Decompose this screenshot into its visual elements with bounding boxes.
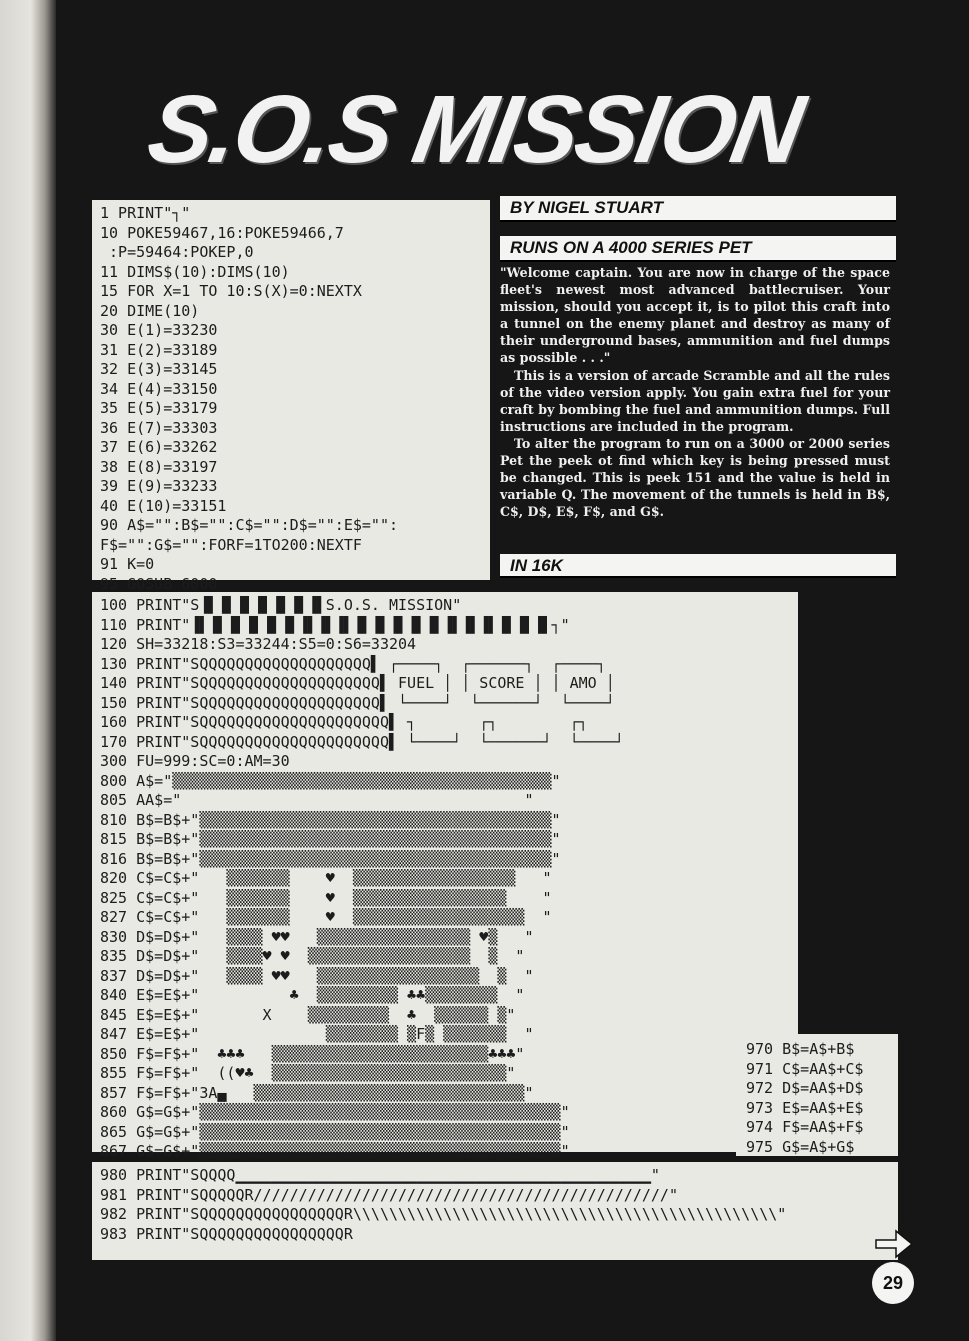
code-line: 860 G$=G$+"▒▒▒▒▒▒▒▒▒▒▒▒▒▒▒▒▒▒▒▒▒▒▒▒▒▒▒▒▒▒▒▒▒▒▒▒▒▒▒▒" (100, 1103, 570, 1121)
code-line: 120 SH=33218:S3=33244:S5=0:S6=33204 (100, 635, 417, 653)
code-line: 835 D$=D$+" ▒▒▒▒♥ ♥ ▒▒▒▒▒▒▒▒▒▒▒▒▒▒▒▒▒▒ ▒ " (100, 947, 525, 965)
code-line: 160 PRINT"SQQQQQQQQQQQQQQQQQQQQQ▌ ┐ ┌┐ ┌┐ (100, 713, 588, 731)
page-number: 29 (872, 1262, 914, 1304)
code-line: 10 POKE59467,16:POKE59466,7 (100, 223, 344, 242)
code-line: 30 E(1)=33230 (100, 321, 218, 339)
listing-panel-top (92, 200, 490, 593)
code-line: 971 C$=AA$+C$ (746, 1059, 864, 1078)
code-line: :P=59464:POKEP,0 (100, 243, 254, 261)
platform-bar: RUNS ON A 4000 SERIES PET (500, 236, 896, 262)
code-line: 110 PRINT"▐▌▐▌▐▌▐▌▐▌▐▌▐▌▐▌▐▌▐▌▐▌▐▌▐▌▐▌▐▌▐▌▐▌▐▌▐▌▐▌┐" (100, 615, 570, 634)
code-line: 37 E(6)=33262 (100, 438, 218, 456)
code-line: 867 G$=G$+"▒▒▒▒▒▒▒▒▒▒▒▒▒▒▒▒▒▒▒▒▒▒▒▒▒▒▒▒▒▒▒▒▒▒▒▒▒▒▒▒" (100, 1142, 570, 1160)
code-line: 800 A$="▒▒▒▒▒▒▒▒▒▒▒▒▒▒▒▒▒▒▒▒▒▒▒▒▒▒▒▒▒▒▒▒▒▒▒▒▒▒▒▒▒▒" (100, 771, 561, 790)
code-line: 35 E(5)=33179 (100, 399, 218, 417)
code-line: 840 E$=E$+" ♣ ▒▒▒▒▒▒▒▒▒ ♣♣▒▒▒▒▒▒▒▒ " (100, 986, 525, 1004)
code-line: 15 FOR X=1 TO 10:S(X)=0:NEXTX (100, 282, 362, 300)
code-line: 810 B$=B$+"▒▒▒▒▒▒▒▒▒▒▒▒▒▒▒▒▒▒▒▒▒▒▒▒▒▒▒▒▒▒▒▒▒▒▒▒▒▒▒" (100, 810, 561, 829)
code-line: 857 F$=F$+"3A▄ ▒▒▒▒▒▒▒▒▒▒▒▒▒▒▒▒▒▒▒▒▒▒▒▒▒▒▒▒▒▒" (100, 1083, 534, 1102)
code-line: 32 E(3)=33145 (100, 360, 218, 378)
code-line: F$="":G$="":FORF=1TO200:NEXTF (100, 535, 362, 554)
code-listing-bottom (92, 1162, 898, 1248)
code-line: 830 D$=D$+" ▒▒▒▒ ♥♥ ▒▒▒▒▒▒▒▒▒▒▒▒▒▒▒▒▒ ♥▒ " (100, 927, 534, 946)
code-line: 983 PRINT"SQQQQQQQQQQQQQQQQR (100, 1224, 353, 1243)
intro-text (500, 264, 890, 552)
code-line: 300 FU=999:SC=0:AM=30 (100, 752, 290, 770)
code-line: 980 PRINT"SQQQQ▁▁▁▁▁▁▁▁▁▁▁▁▁▁▁▁▁▁▁▁▁▁▁▁▁▁▁▁▁▁▁▁▁▁▁▁▁▁▁▁▁▁▁▁▁▁" (100, 1166, 660, 1184)
code-line: 31 E(2)=33189 (100, 340, 218, 359)
code-line: 95 GOSUB 6000 (100, 574, 218, 593)
code-line: 100 PRINT"S▐▌▐▌▐▌▐▌▐▌▐▌▐▌S.O.S. MISSION" (100, 596, 462, 614)
code-line: 972 D$=AA$+D$ (746, 1079, 864, 1097)
code-line: 865 G$=G$+"▒▒▒▒▒▒▒▒▒▒▒▒▒▒▒▒▒▒▒▒▒▒▒▒▒▒▒▒▒▒▒▒▒▒▒▒▒▒▒▒" (100, 1122, 570, 1141)
code-line: 973 E$=AA$+E$ (746, 1098, 864, 1117)
code-line: 837 D$=D$+" ▒▒▒▒ ♥♥ ▒▒▒▒▒▒▒▒▒▒▒▒▒▒▒▒▒▒ ▒ " (100, 966, 534, 985)
code-listing-top (92, 200, 490, 598)
code-line: 970 B$=A$+B$ (746, 1040, 855, 1058)
code-line: 855 F$=F$+" ((♥♣ ▒▒▒▒▒▒▒▒▒▒▒▒▒▒▒▒▒▒▒▒▒▒▒▒▒▒" (100, 1064, 516, 1082)
code-line: 36 E(7)=33303 (100, 418, 218, 437)
code-line: 974 F$=AA$+F$ (746, 1118, 864, 1136)
code-line: 805 AA$=" " (100, 791, 534, 809)
code-line: 820 C$=C$+" ▒▒▒▒▒▒▒ ♥ ▒▒▒▒▒▒▒▒▒▒▒▒▒▒▒▒▒▒ " (100, 869, 552, 887)
article-title: S.O.S MISSION (140, 76, 809, 183)
code-line: 91 K=0 (100, 555, 155, 573)
intro-paragraph: This is a version of arcade Scramble and all the rules of the video version apply. You gain extra fuel for your craft by bombing the fuel and ammunition dumps. Full instructions are included in the program. (500, 367, 890, 434)
code-line: 975 G$=A$+G$ (746, 1137, 855, 1156)
code-line: 850 F$=F$+" ♣♣♣ ▒▒▒▒▒▒▒▒▒▒▒▒▒▒▒▒▒▒▒▒▒▒▒▒♣♣♣" (100, 1044, 525, 1063)
code-line: 11 DIMS$(10):DIMS(10) (100, 262, 290, 281)
code-line: 825 C$=C$+" ▒▒▒▒▒▒▒ ♥ ▒▒▒▒▒▒▒▒▒▒▒▒▒▒▒▒▒ " (100, 888, 552, 907)
code-line: 150 PRINT"SQQQQQQQQQQQQQQQQQQQQ▌ └────┘ └──────┘ └────┘ (100, 693, 615, 712)
code-line: 34 E(4)=33150 (100, 379, 218, 398)
code-line: 982 PRINT"SQQQQQQQQQQQQQQQQR\\\\\\\\\\\\\\\\\\\\\\\\\\\\\\\\\\\\\\\\\\\\\\\" (100, 1205, 787, 1223)
listing-panel-bottom (92, 1162, 898, 1260)
continue-arrow-icon (874, 1228, 914, 1260)
intro-paragraph: To alter the program to run on a 3000 or 2000 series Pet the peek ot find which key is being pressed must be changed. This is peek 151 and the value is held in variable Q. The movement of the tunnels is held in B$, C$, D$, E$, F$, and G$. (500, 435, 890, 520)
code-line: 130 PRINT"SQQQQQQQQQQQQQQQQQQQ▌ ┌────┐ ┌──────┐ ┌────┐ (100, 654, 606, 673)
code-line: 1 PRINT"┐" (100, 204, 191, 222)
code-listing-side (736, 1038, 898, 1159)
byline-bar: BY NIGEL STUART (500, 196, 896, 222)
code-line: 20 DIME(10) (100, 301, 200, 320)
code-line: 90 A$="":B$="":C$="":D$="":E$="": (100, 516, 399, 534)
code-line: 847 E$=E$+" ▒▒▒▒▒▒▒▒ ▒F▒ ▒▒▒▒▒▒▒ " (100, 1025, 534, 1043)
code-line: 827 C$=C$+" ▒▒▒▒▒▒▒ ♥ ▒▒▒▒▒▒▒▒▒▒▒▒▒▒▒▒▒▒▒ " (100, 908, 552, 926)
magazine-spine (0, 0, 56, 1341)
code-line: 140 PRINT"SQQQQQQQQQQQQQQQQQQQQ▌ FUEL │ │ SCORE │ │ AMO │ (100, 674, 615, 692)
code-line: 981 PRINT"SQQQQQR//////////////////////////////////////////////" (100, 1185, 678, 1204)
code-line: 845 E$=E$+" X ▒▒▒▒▒▒▒▒▒ ♣ ▒▒▒▒▒▒ ▒" (100, 1005, 516, 1024)
memory-bar: IN 16K (500, 554, 896, 578)
intro-paragraph: "Welcome captain. You are now in charge of the space fleet's newest most advanced battlecruiser. Your mission, should you accept it, is to pilot this craft into a tunnel on the enemy planet and destroy as many of their underground bases, ammunition and fuel dumps as possible . . ." (500, 265, 890, 366)
code-line: 39 E(9)=33233 (100, 477, 218, 495)
code-line: 170 PRINT"SQQQQQQQQQQQQQQQQQQQQQ▌ └────┘ └──────┘ └────┘ (100, 732, 624, 751)
listing-panel-side (736, 1034, 898, 1156)
listing-panel-main (92, 592, 798, 1160)
code-listing-main (92, 592, 798, 1166)
code-line: 38 E(8)=33197 (100, 457, 218, 476)
code-line: 40 E(10)=33151 (100, 496, 227, 515)
code-line: 815 B$=B$+"▒▒▒▒▒▒▒▒▒▒▒▒▒▒▒▒▒▒▒▒▒▒▒▒▒▒▒▒▒▒▒▒▒▒▒▒▒▒▒" (100, 830, 561, 848)
code-line: 816 B$=B$+"▒▒▒▒▒▒▒▒▒▒▒▒▒▒▒▒▒▒▒▒▒▒▒▒▒▒▒▒▒▒▒▒▒▒▒▒▒▒▒" (100, 849, 561, 868)
